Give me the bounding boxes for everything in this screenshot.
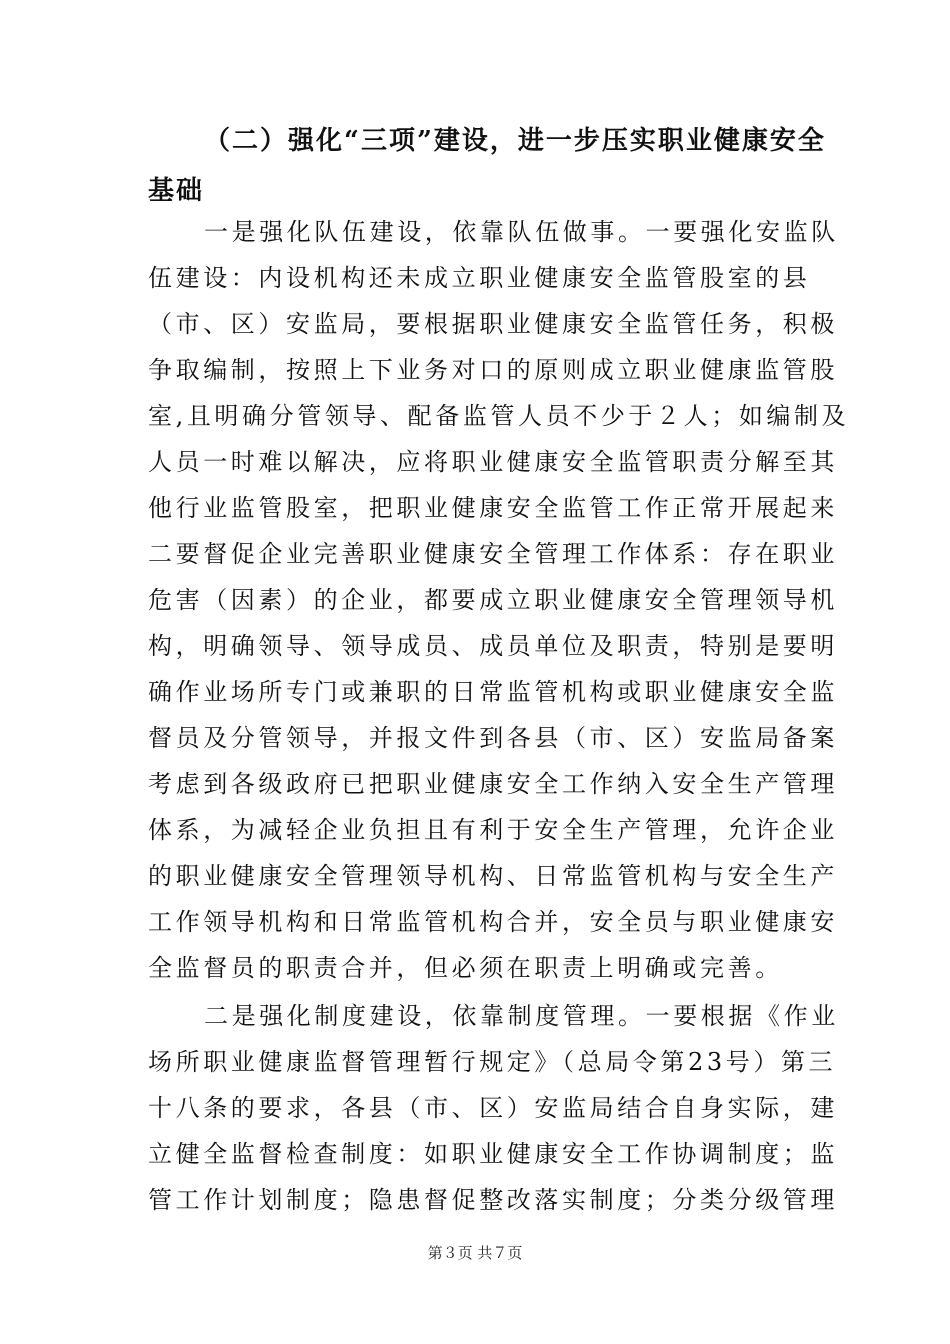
section-heading-line-2: 基础 bbox=[148, 176, 205, 206]
body-line-18: 二是强化制度建设，依靠制度管理。一要根据《作业 bbox=[204, 1002, 839, 1030]
section-heading-line-1: （二）强化“三项”建设，进一步压实职业健康安全 bbox=[204, 126, 826, 156]
body-line-12: 督员及分管领导，并报文件到各县（市、区）安监局备案 bbox=[148, 724, 838, 752]
body-line-22: 管工作计划制度；隐患督促整改落实制度；分类分级管理 bbox=[148, 1186, 838, 1214]
body-line-17: 全监督员的职责合并，但必须在职责上明确或完善。 bbox=[148, 954, 783, 982]
body-line-20: 十八条的要求，各县（市、区）安监局结合自身实际，建 bbox=[148, 1094, 838, 1122]
body-line-5: 室,且明确分管领导、配备监管人员不少于２人；如编制及 bbox=[148, 402, 850, 430]
body-line-9: 危害（因素）的企业，都要成立职业健康安全管理领导机 bbox=[148, 586, 838, 614]
body-line-19: 场所职业健康监督管理暂行规定》（总局令第23号）第三 bbox=[148, 1048, 837, 1076]
body-line-16: 工作领导机构和日常监管机构合并，安全员与职业健康安 bbox=[148, 908, 838, 936]
body-line-6: 人员一时难以解决，应将职业健康安全监管职责分解至其 bbox=[148, 448, 838, 476]
body-line-4: 争取编制，按照上下业务对口的原则成立职业健康监管股 bbox=[148, 356, 838, 384]
body-line-15: 的职业健康安全管理领导机构、日常监管机构与安全生产 bbox=[148, 862, 838, 890]
body-line-21: 立健全监督检查制度：如职业健康安全工作协调制度；监 bbox=[148, 1140, 838, 1168]
body-line-7: 他行业监管股室，把职业健康安全监管工作正常开展起来 bbox=[148, 494, 838, 522]
body-line-1: 一是强化队伍建设，依靠队伍做事。一要强化安监队 bbox=[204, 218, 839, 246]
body-line-10: 构，明确领导、领导成员、成员单位及职责，特别是要明 bbox=[148, 632, 838, 660]
body-line-11: 确作业场所专门或兼职的日常监管机构或职业健康安全监 bbox=[148, 678, 838, 706]
body-line-3: （市、区）安监局，要根据职业健康安全监管任务，积极 bbox=[148, 310, 838, 338]
body-line-13: 考虑到各级政府已把职业健康安全工作纳入安全生产管理 bbox=[148, 770, 838, 798]
body-line-2: 伍建设：内设机构还未成立职业健康安全监管股室的县 bbox=[148, 264, 811, 292]
page-number-footer: 第３页 共７页 bbox=[427, 1244, 523, 1262]
body-line-8: 二要督促企业完善职业健康安全管理工作体系：存在职业 bbox=[148, 540, 838, 568]
body-line-14: 体系，为减轻企业负担且有利于安全生产管理，允许企业 bbox=[148, 816, 838, 844]
